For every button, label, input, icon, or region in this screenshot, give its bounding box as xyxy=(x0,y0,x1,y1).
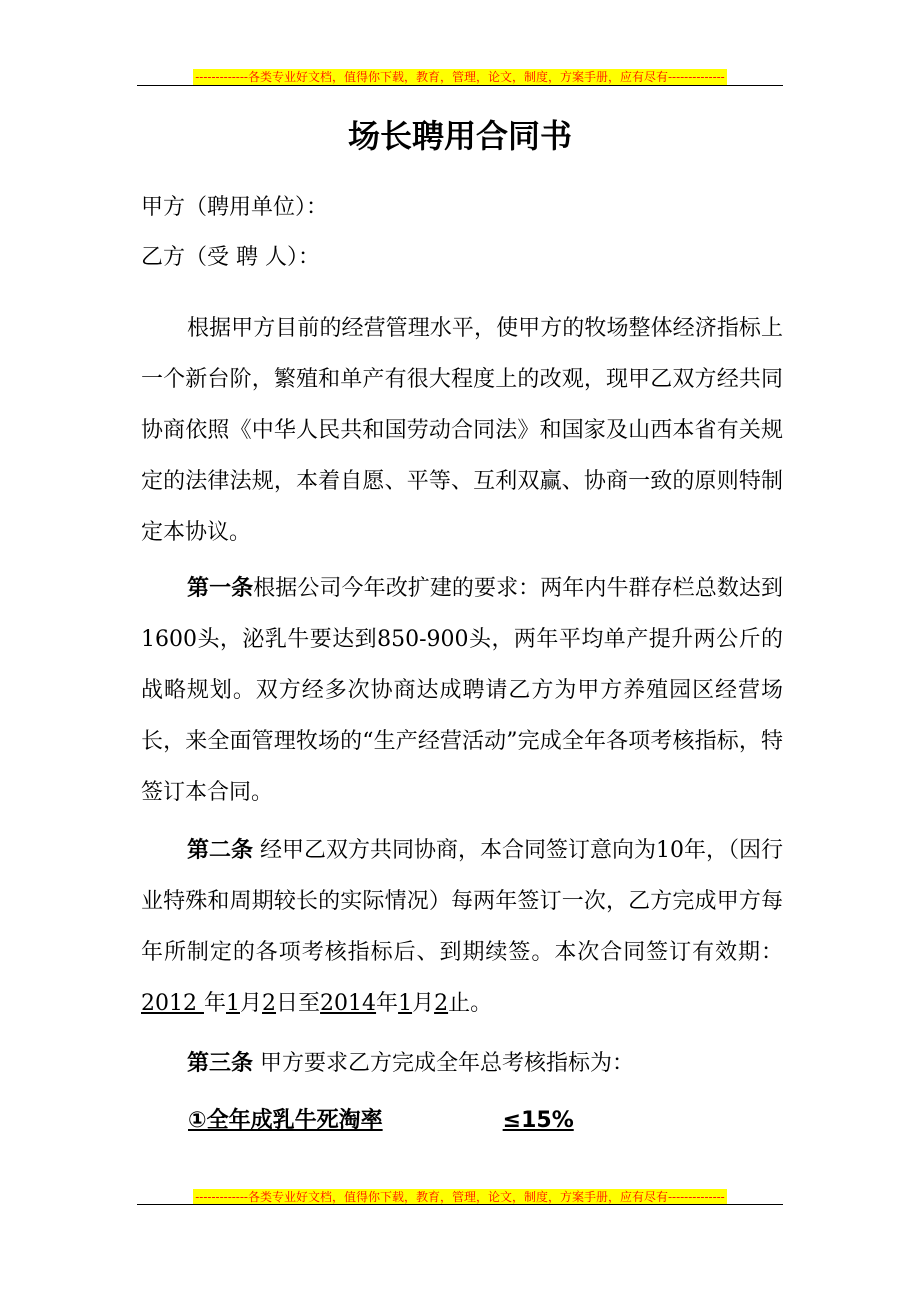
article-2-heading: 第二条 xyxy=(187,838,254,863)
indicator-1 xyxy=(188,1106,574,1136)
article-2-text: 经甲乙双方共同协商，本合同签订意向为10年，（因行业特殊和周期较长的实际情况）每两年签订一次，乙方完成甲方每年所制定的各项考核指标后、到期续签。本次合同签订有效期： xyxy=(141,838,784,965)
year-char: 年 xyxy=(376,991,399,1016)
header-rule xyxy=(137,85,783,86)
end-char: 止。 xyxy=(448,991,493,1016)
article-3-text: 甲方要求乙方完成全年总考核指标为： xyxy=(253,1051,635,1076)
party-b-line: 乙方（受 聘 人）： xyxy=(141,245,320,270)
indicator-1-label: ①全年成乳牛死淘率 xyxy=(188,1108,383,1133)
month-char: 月 xyxy=(240,991,263,1016)
document-title: 场长聘用合同书 xyxy=(347,117,572,155)
start-year-field: 2012 xyxy=(141,991,204,1016)
end-day-field: 2 xyxy=(434,991,449,1016)
header-banner xyxy=(0,66,920,85)
start-month-field: 1 xyxy=(226,991,240,1016)
end-month-field: 1 xyxy=(398,991,413,1016)
start-day-field: 2 xyxy=(262,991,277,1016)
footer-banner xyxy=(0,1186,920,1205)
header-banner-text: -------------各类专业好文档，值得你下载，教育，管理，论文，制度，方案手册，应有尽有-------------- xyxy=(195,70,725,84)
article-3-paragraph xyxy=(141,1038,783,1089)
article-1-text: 根据公司今年改扩建的要求：两年内牛群存栏总数达到1600头，泌乳牛要达到850-900头，两年平均单产提升两公斤的战略规划。双方经多次协商达成聘请乙方为甲方养殖园区经营场长，来全面管理牧场的“生产经营活动”完成全年各项考核指标，特签订本合同。 xyxy=(141,576,783,805)
end-year-field: 2014 xyxy=(320,991,377,1016)
day-char: 日 xyxy=(276,991,299,1016)
month-char: 月 xyxy=(412,991,435,1016)
article-1-heading: 第一条 xyxy=(187,576,254,601)
article-3-heading: 第三条 xyxy=(187,1051,254,1076)
year-char: 年 xyxy=(203,991,226,1016)
article-1-paragraph xyxy=(141,563,783,818)
party-a-line: 甲方（聘用单位）： xyxy=(141,195,329,220)
footer-banner-text: -------------各类专业好文档，值得你下载，教育，管理，论文，制度，方案手册，应有尽有-------------- xyxy=(195,1190,725,1204)
footer-rule xyxy=(137,1204,783,1205)
preamble-paragraph: 根据甲方目前的经营管理水平，使甲方的牧场整体经济指标上一个新台阶，繁殖和单产有很大程度上的改观，现甲乙双方经共同协商依照《中华人民共和国劳动合同法》和国家及山西本省有关规定的法律法规，本着自愿、平等、互利双赢、协商一致的原则特制定本协议。 xyxy=(141,316,783,545)
indicator-1-value: ≤15% xyxy=(502,1108,574,1133)
article-2-paragraph xyxy=(141,825,783,1029)
to-char: 至 xyxy=(298,991,321,1016)
